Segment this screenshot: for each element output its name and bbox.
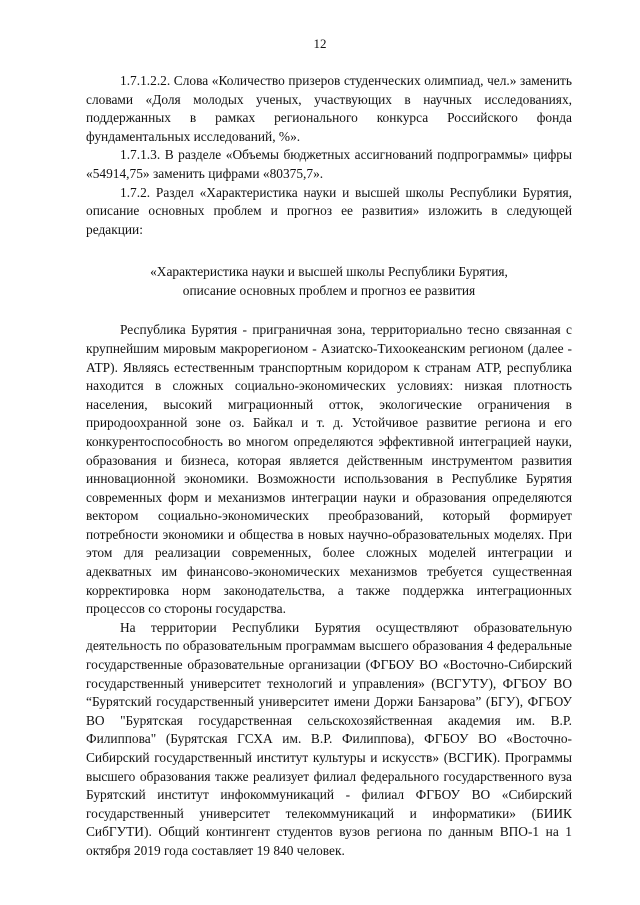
page-content (86, 72, 572, 861)
amendment-paragraph-1: 1.7.1.2.2. Слова «Количество призеров студенческих олимпиад, чел.» заменить словами «Доля молодых ученых, участвующих в научных исследованиях, поддержанных в рамках регионального конкурса Российского фонда фундаментальных исследований, %». (86, 73, 572, 144)
page-number: 12 (313, 36, 327, 51)
spacer (86, 300, 572, 321)
spacer (86, 239, 572, 262)
amendment-paragraph-3: 1.7.2. Раздел «Характеристика науки и высшей школы Республики Бурятия, описание основных проблем и прогноз ее развития» изложить в следующей редакции: (86, 184, 572, 237)
section-heading-line-1: «Характеристика науки и высшей школы Республики Бурятия, (150, 264, 508, 280)
section-heading-line-2: описание основных проблем и прогноз ее развития (182, 283, 476, 299)
amendment-paragraph-2: 1.7.1.3. В разделе «Объемы бюджетных ассигнований подпрограммы» цифры «54914,75» заменить цифрами «80375,7». (86, 147, 572, 181)
body-paragraph-2: На территории Республики Бурятия осуществляют образовательную деятельность по образовательным программам высшего образования 4 федеральные государственные образовательные организации (ФГБОУ ВО «Восточно-Сибирский государственный университет технологий и управления» (ВСГУТУ), ФГБОУ ВО “Бурятский государственный университет имени Доржи Банзарова” (БГУ), ФГБОУ ВО "Бурятская государственная сельскохозяйственная академия им. В.Р. Филиппова" (Бурятская ГСХА им. В.Р. Филиппова), ФГБОУ ВО «Восточно-Сибирский государственный институт культуры и искусств» (ВСГИК). Программы высшего образования также реализует филиал федерального государственного вуза Бурятский институт инфокоммуникаций - филиал ФГБОУ ВО «Сибирский государственный университет телекоммуникаций и информатики» (БИИК СибГУТИ). Общий контингент студентов вузов региона по данным ВПО-1 на 1 октября 2019 года составляет 19 840 человек. (86, 619, 572, 858)
body-paragraph-1: Республика Бурятия - приграничная зона, территориально тесно связанная с крупнейшим мировым макрорегионом - Азиатско-Тихоокеанским регионом (далее - АТР). Являясь естественным транспортным коридором к странам АТР, республика находится в сложных социально-экономических условиях: низкая плотность населения, высокий миграционный отток, экологические ограничения в природоохранной зоне оз. Байкал и т. д. Устойчивое развитие региона и его конкурентоспособность во многом определяются эффективной интеграцией науки, образования и бизнеса, которая является действенным инструментом развития инновационной экономики. Возможности использования в Республике Бурятия современных форм и механизмов интеграции науки и образования определяются вектором социально-экономических преобразований, который формирует потребности экономики и общества в новых научно-образовательных моделях. При этом для реализации современных, более сложных моделей интеграции и адекватных им финансово-экономических механизмов требуется существенная корректировка норм законодательства, а также поддержка интеграционных процессов со стороны государства. (86, 322, 572, 617)
